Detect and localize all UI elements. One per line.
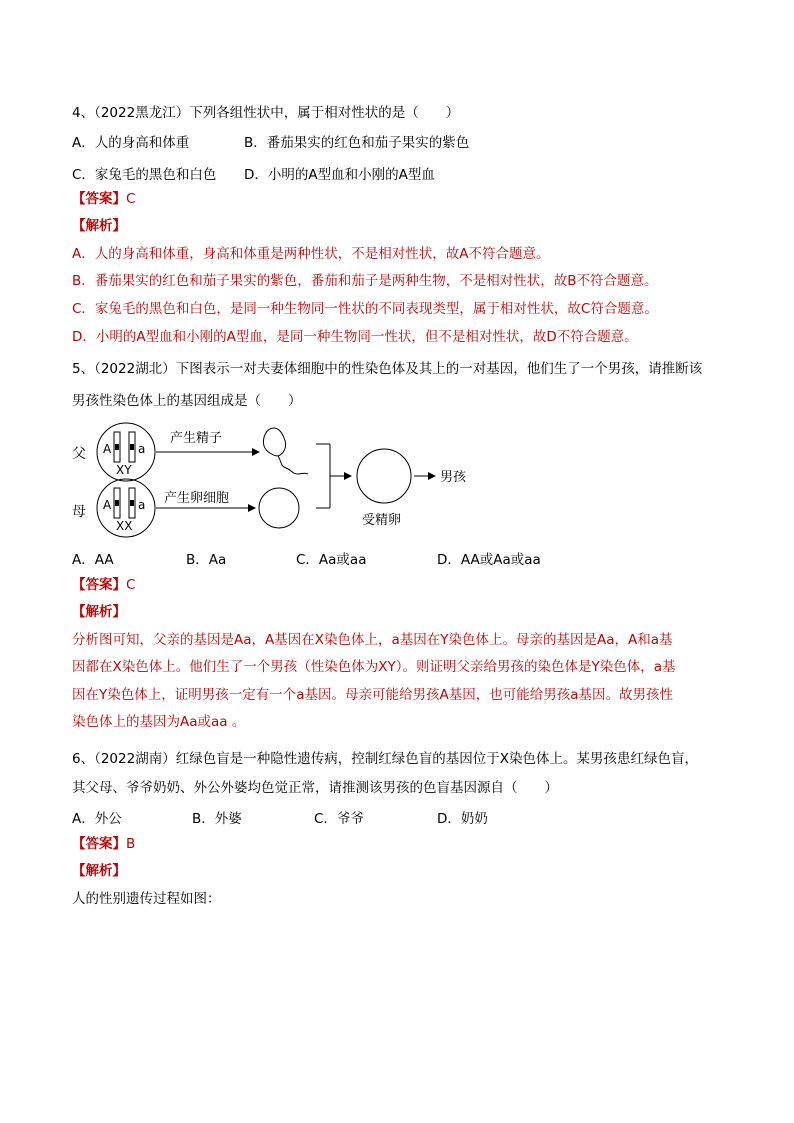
- father-gene-a-lower: a: [138, 442, 146, 456]
- q5-stem-line-1: 5、（2022湖北）下图表示一对夫妻体细胞中的性染色体及其上的一对基因，他们生了一个男孩，请推断该: [72, 361, 703, 377]
- q6-answer-label: 【答案】: [72, 836, 126, 852]
- q5-stem-line-2: 男孩性染色体上的基因组成是（ ）: [72, 393, 302, 409]
- q6-stem-line-2: 其父母、爷爷奶奶、外公外婆均色觉正常，请推测该男孩的色盲基因源自（ ）: [72, 780, 558, 796]
- q4-analysis-line-2: B．番茄果实的红色和茄子果实的紫色，番茄和茄子是两种生物，不是相对性状，故B不符合题意。: [72, 273, 658, 289]
- q6-analysis-label: 【解析】: [72, 863, 126, 879]
- q5-analysis-line-2: 因都在X染色体上。他们生了一个男孩（性染色体为XY）。则证明父亲给男孩的染色体是Y染色体，a基: [72, 659, 676, 675]
- zygote-icon: [357, 449, 411, 503]
- q4-analysis-line-3: C．家兔毛的黑色和白色，是同一种生物同一性状的不同表现类型，属于相对性状，故C符合题意。: [72, 301, 658, 317]
- q5-option-d: D．AA或Aa或aa: [437, 552, 541, 568]
- q4-answer-label: 【答案】: [72, 191, 126, 207]
- mother-gene-a-lower: a: [138, 498, 146, 512]
- q4-option-b: B．番茄果实的红色和茄子果实的紫色: [244, 135, 470, 151]
- boy-label: 男孩: [440, 470, 467, 485]
- q5-analysis-line-4: 染色体上的基因为Aa或aa 。: [72, 714, 246, 730]
- q4-option-c: C．家兔毛的黑色和白色: [72, 167, 217, 183]
- q5-answer: [72, 576, 135, 594]
- father-label: 父: [72, 446, 86, 462]
- q4-analysis-label: 【解析】: [72, 218, 126, 234]
- q4-analysis-line-4: D．小明的A型血和小刚的A型血，是同一种生物同一性状，但不是相对性状，故D不符合题意。: [72, 329, 638, 345]
- q4-answer: [72, 190, 135, 208]
- father-chrom-label: XY: [116, 463, 132, 477]
- q6-option-b: B．外婆: [192, 811, 242, 827]
- q5-option-a: A．AA: [72, 552, 114, 568]
- sperm-icon: [263, 428, 285, 456]
- zygote-label: 受精卵: [362, 513, 402, 528]
- mother-gene-a-upper: A: [103, 498, 112, 512]
- q4-option-a: A．人的身高和体重: [72, 135, 190, 151]
- father-gene-a-upper: A: [103, 442, 112, 456]
- q5-answer-value: C: [126, 577, 136, 593]
- egg-icon: [259, 488, 299, 528]
- q4-analysis-line-1: A．人的身高和体重，身高和体重是两种性状，不是相对性状，故A不符合题意。: [72, 246, 550, 262]
- q5-option-b: B．Aa: [186, 552, 227, 568]
- q6-option-a: A．外公: [72, 811, 122, 827]
- q5-analysis-label: 【解析】: [72, 604, 126, 620]
- q6-answer-value: B: [126, 836, 136, 852]
- q5-diagram: [0, 422, 794, 542]
- q6-answer: [72, 835, 135, 853]
- q6-analysis-line-1: 人的性别遗传过程如图：: [72, 891, 221, 907]
- q5-analysis-line-1: 分析图可知，父亲的基因是Aa，A基因在X染色体上，a基因在Y染色体上。母亲的基因是Aa，A和a基: [72, 632, 673, 648]
- q6-stem-line-1: 6、（2022湖南）红绿色盲是一种隐性遗传病，控制红绿色盲的基因位于X染色体上。某男孩患红绿色盲，: [72, 751, 698, 767]
- mother-label: 母: [72, 504, 86, 520]
- mother-chrom-label: XX: [116, 519, 133, 533]
- q5-answer-label: 【答案】: [72, 577, 126, 593]
- q5-analysis-line-3: 因在Y染色体上，证明男孩一定有一个a基因。母亲可能给男孩A基因，也可能给男孩a基因。故男孩性: [72, 687, 674, 703]
- q6-option-c: C．爷爷: [314, 811, 364, 827]
- q5-option-c: C．Aa或aa: [296, 552, 367, 568]
- q4-answer-value: C: [126, 191, 136, 207]
- q4-option-d: D．小明的A型血和小刚的A型血: [244, 167, 435, 183]
- q4-stem: 4、（2022黑龙江）下列各组性状中，属于相对性状的是（ ）: [72, 105, 460, 121]
- sperm-label: 产生精子: [170, 431, 223, 446]
- egg-label: 产生卵细胞: [164, 491, 230, 506]
- q6-option-d: D．奶奶: [437, 811, 488, 827]
